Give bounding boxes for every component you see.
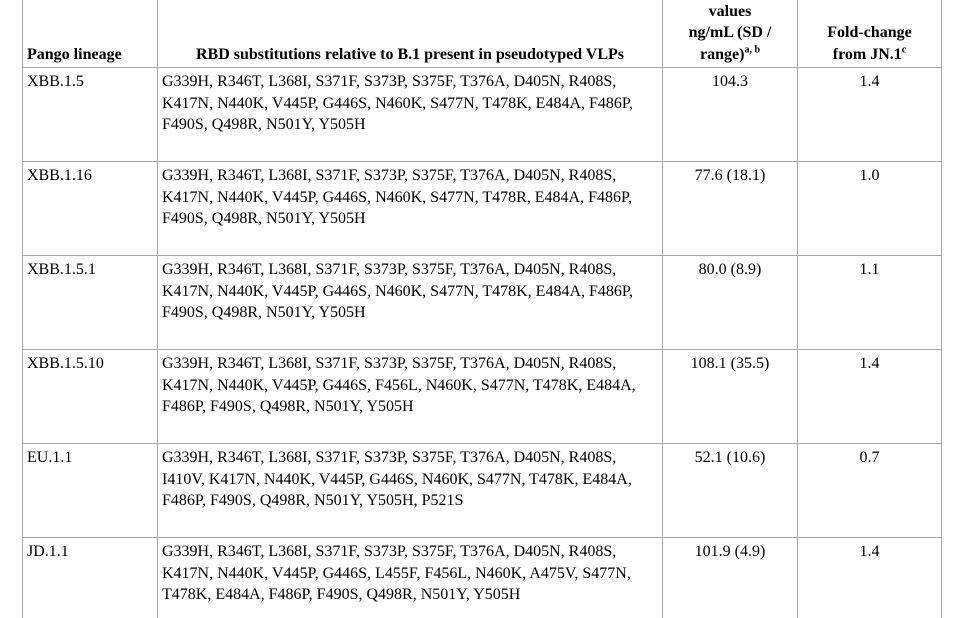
cell-substitutions: G339H, R346T, L368I, S371F, S373P, S375F, T376A, D405N, R408S, K417N, N440K, V445P, G446S, N460K, S477N, T478K, E484A, F486P, F490S, Q498R, N501Y, Y505H: [158, 256, 663, 350]
cell-ec50: 52.1 (10.6): [663, 444, 798, 538]
cell-lineage: XBB.1.5.1: [23, 256, 158, 350]
cell-lineage: XBB.1.5: [23, 68, 158, 162]
cell-lineage: EU.1.1: [23, 444, 158, 538]
cell-ec50: 104.3: [663, 68, 798, 162]
header-ec50-line3: range): [700, 45, 745, 63]
header-ec50-line2: ng/mL (SD /: [688, 24, 772, 41]
cell-fold-change: 1.4: [798, 350, 942, 444]
header-fold-line2: from JN.1: [832, 45, 902, 63]
cell-fold-change: 1.4: [798, 68, 942, 162]
table-row: [23, 68, 942, 162]
header-substitutions: RBD substitutions relative to B.1 present in pseudotyped VLPs: [158, 0, 663, 68]
cell-fold-change: 0.7: [798, 444, 942, 538]
cell-substitutions: G339H, R346T, L368I, S371F, S373P, S375F, T376A, D405N, R408S, K417N, N440K, V445P, G446S, L455F, F456L, N460K, A475V, S477N, T478K, E484A, F486P, F490S, Q498R, N501Y, Y505H: [158, 538, 663, 618]
cell-ec50: 80.0 (8.9): [663, 256, 798, 350]
cell-ec50: 77.6 (18.1): [663, 162, 798, 256]
cell-ec50: 108.1 (35.5): [663, 350, 798, 444]
header-fold-footnote: c: [901, 44, 907, 56]
cell-substitutions: G339H, R346T, L368I, S371F, S373P, S375F, T376A, D405N, R408S, K417N, N440K, V445P, G446S, F456L, N460K, S477N, T478K, E484A, F486P, F490S, Q498R, N501Y, Y505H: [158, 350, 663, 444]
cell-lineage: JD.1.1: [23, 538, 158, 618]
header-fold-line1: Fold-change: [827, 24, 912, 41]
table-row: [23, 538, 942, 618]
cell-fold-change: 1.1: [798, 256, 942, 350]
cell-fold-change: 1.0: [798, 162, 942, 256]
header-ec50-line1: values: [708, 2, 752, 20]
cell-substitutions: G339H, R346T, L368I, S371F, S373P, S375F, T376A, D405N, R408S, K417N, N440K, V445P, G446S, N460K, S477N, T478R, E484A, F486P, F490S, Q498R, N501Y, Y505H: [158, 162, 663, 256]
cell-lineage: XBB.1.16: [23, 162, 158, 256]
table-row: [23, 256, 942, 350]
cell-fold-change: 1.4: [798, 538, 942, 618]
lineage-table: [22, 0, 942, 618]
table-row: [23, 350, 942, 444]
cell-substitutions: G339H, R346T, L368I, S371F, S373P, S375F, T376A, D405N, R408S, K417N, N440K, V445P, G446S, N460K, S477N, T478K, E484A, F486P, F490S, Q498R, N501Y, Y505H: [158, 68, 663, 162]
table-row: [23, 162, 942, 256]
header-fold-change: [798, 0, 942, 68]
table-header-row: [23, 0, 942, 68]
header-ec50: [663, 0, 798, 68]
table-row: [23, 444, 942, 538]
cell-lineage: XBB.1.5.10: [23, 350, 158, 444]
cell-ec50: 101.9 (4.9): [663, 538, 798, 618]
header-lineage: Pango lineage: [23, 0, 158, 68]
header-ec50-footnote: a, b: [744, 44, 760, 56]
cell-substitutions: G339H, R346T, L368I, S371F, S373P, S375F, T376A, D405N, R408S, I410V, K417N, N440K, V445P, G446S, N460K, S477N, T478K, E484A, F486P, F490S, Q498R, N501Y, Y505H, P521S: [158, 444, 663, 538]
